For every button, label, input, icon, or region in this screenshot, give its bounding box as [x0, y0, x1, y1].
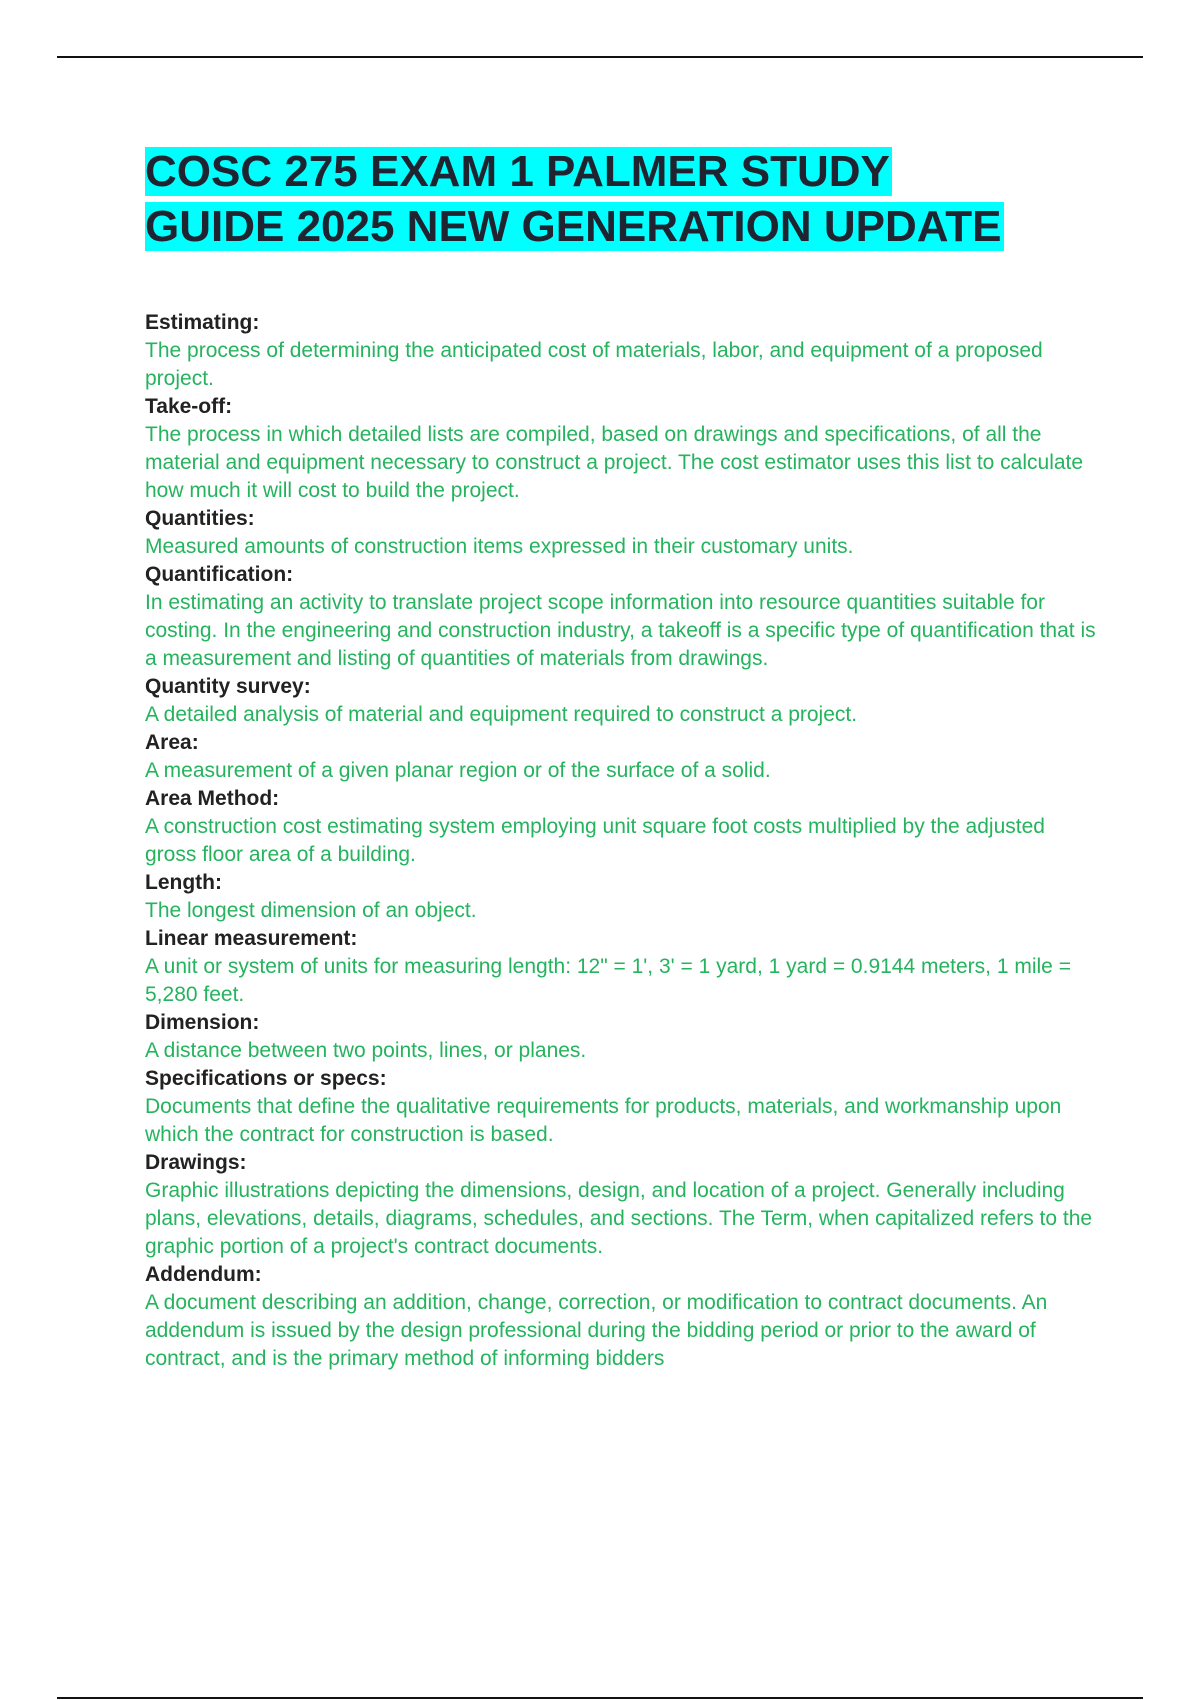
glossary-entry — [145, 505, 1100, 561]
term-definition: The process in which detailed lists are compiled, based on drawings and specifications, of all the material and equipment necessary to construct a project. The cost estimator uses this list to calculate how much it will cost to build the project. — [145, 423, 1084, 502]
glossary-entry — [145, 1065, 1100, 1149]
term-label: Quantity survey: — [145, 675, 311, 698]
term-definition: A measurement of a given planar region or of the surface of a solid. — [145, 759, 771, 782]
term-definition: A document describing an addition, change, correction, or modification to contract documents. An addendum is issued by the design professional during the bidding period or prior to the award of contract, and is the primary method of informing bidders — [145, 1291, 1048, 1370]
term-label: Specifications or specs: — [145, 1067, 387, 1090]
term-definition: In estimating an activity to translate project scope information into resource quantities suitable for costing. In the engineering and construction industry, a takeoff is a specific type of quantification that is a measurement and listing of quantities of materials from drawings. — [145, 591, 1096, 670]
glossary-entry — [145, 1261, 1100, 1373]
term-definition: A detailed analysis of material and equipment required to construct a project. — [145, 703, 858, 726]
glossary-entry — [145, 1149, 1100, 1261]
term-definition: The process of determining the anticipated cost of materials, labor, and equipment of a proposed project. — [145, 339, 1043, 390]
term-label: Take-off: — [145, 395, 233, 418]
title-line-1: COSC 275 EXAM 1 PALMER STUDY — [145, 147, 890, 196]
term-label: Length: — [145, 871, 222, 894]
term-label: Addendum: — [145, 1263, 262, 1286]
term-label: Area Method: — [145, 787, 280, 810]
term-definition: Measured amounts of construction items expressed in their customary units. — [145, 535, 854, 558]
top-divider — [57, 56, 1143, 58]
bottom-divider — [57, 1697, 1143, 1699]
glossary-entry — [145, 673, 1100, 729]
glossary — [145, 309, 1100, 1373]
glossary-entry — [145, 925, 1100, 1009]
glossary-entry — [145, 729, 1100, 785]
term-label: Drawings: — [145, 1151, 247, 1174]
title-line-2: GUIDE 2025 NEW GENERATION UPDATE — [145, 202, 1002, 251]
term-definition: A distance between two points, lines, or planes. — [145, 1039, 587, 1062]
glossary-entry — [145, 1009, 1100, 1065]
term-label: Dimension: — [145, 1011, 260, 1034]
term-definition: Documents that define the qualitative requirements for products, materials, and workmanship upon which the contract for construction is based. — [145, 1095, 1062, 1146]
term-definition: A construction cost estimating system employing unit square foot costs multiplied by the adjusted gross floor area of a building. — [145, 815, 1045, 866]
term-definition: Graphic illustrations depicting the dimensions, design, and location of a project. Generally including plans, elevations, details, diagrams, schedules, and sections. The Term, when capitalized refers to the graphic portion of a project's contract documents. — [145, 1179, 1093, 1258]
page-title — [145, 144, 1145, 254]
term-definition: A unit or system of units for measuring length: 12" = 1', 3' = 1 yard, 1 yard = 0.9144 meters, 1 mile = 5,280 feet. — [145, 955, 1071, 1006]
term-label: Area: — [145, 731, 199, 754]
term-label: Estimating: — [145, 311, 260, 334]
term-label: Quantification: — [145, 563, 294, 586]
glossary-entry — [145, 785, 1100, 869]
term-label: Linear measurement: — [145, 927, 358, 950]
term-label: Quantities: — [145, 507, 255, 530]
glossary-entry — [145, 393, 1100, 505]
glossary-entry — [145, 561, 1100, 673]
glossary-entry — [145, 869, 1100, 925]
glossary-entry — [145, 309, 1100, 393]
term-definition: The longest dimension of an object. — [145, 899, 477, 922]
